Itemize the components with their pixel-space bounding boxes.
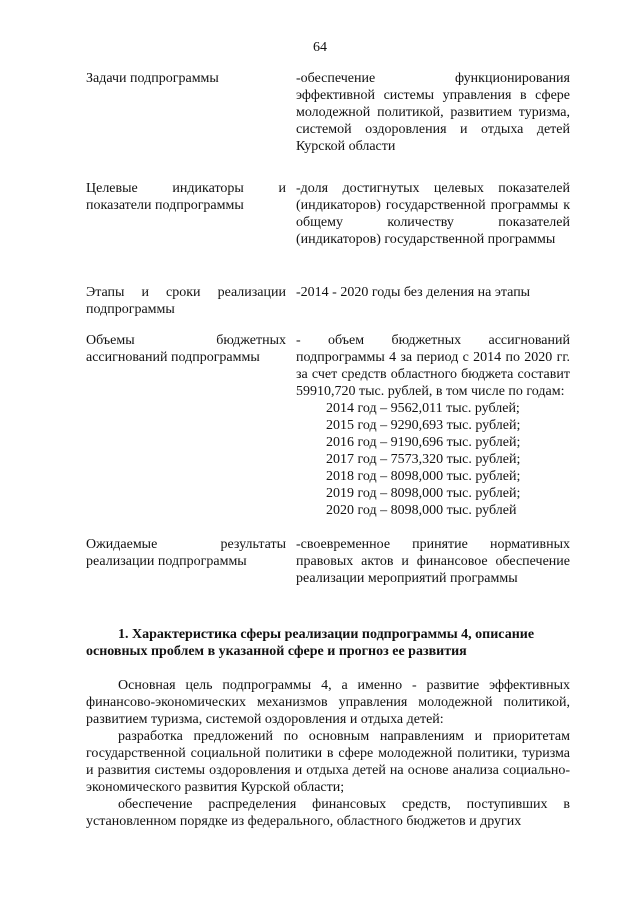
passport-label: Целевые индикаторы и показатели подпрограммы (86, 181, 286, 213)
passport-row-indicators (86, 180, 570, 284)
funding-year: 2018 год – 8098,000 тыс. рублей; (326, 469, 521, 484)
funding-year-list (326, 400, 570, 519)
funding-year: 2014 год – 9562,011 тыс. рублей; (326, 401, 520, 416)
section-heading (86, 626, 570, 660)
passport-row-stages (86, 284, 570, 332)
paragraph: обеспечение распределения финансовых средств, поступивших в установленном порядке из федерального, областного бюджетов и других (86, 797, 570, 829)
passport-value: -доля достигнутых целевых показателей (индикаторов) государственной программы к общему количеству показателей (индикаторов) государственной программы (296, 181, 570, 247)
passport-row-tasks (86, 70, 570, 180)
passport-table (86, 70, 570, 587)
passport-value: -обеспечение функционирования эффективной системы управления в сфере молодежной политикой, развитием туризма, системой оздоровления и отдыха детей Курской области (296, 71, 570, 154)
passport-label: Объемы бюджетных ассигнований подпрограммы (86, 333, 286, 365)
passport-value: -2014 - 2020 годы без деления на этапы (296, 285, 531, 300)
paragraph: разработка предложений по основным направлениям и приоритетам государственной социальной политики в сфере молодежной политики, туризма и развития системы оздоровления и отдыха детей на основе анализа социально-экономического развития Курской области; (86, 729, 570, 795)
funding-cell (296, 332, 570, 536)
passport-value: - объем бюджетных ассигнований подпрограммы 4 за период с 2014 по 2020 гг. за счет средств областного бюджета составит 59910,720 тыс. рублей, в том числе по годам: (296, 333, 570, 399)
passport-value: -своевременное принятие нормативных правовых актов и финансовое обеспечение реализации мероприятий программы (296, 537, 570, 586)
page-number: 64 (313, 40, 327, 55)
funding-year: 2020 год – 8098,000 тыс. рублей (326, 503, 517, 518)
passport-label: Задачи подпрограммы (86, 71, 219, 86)
body-text (86, 677, 570, 830)
funding-year: 2016 год – 9190,696 тыс. рублей; (326, 435, 521, 450)
passport-row-results (86, 536, 570, 587)
passport-label: Ожидаемые результаты реализации подпрограммы (86, 537, 286, 569)
funding-year: 2017 год – 7573,320 тыс. рублей; (326, 452, 521, 467)
funding-year: 2015 год – 9290,693 тыс. рублей; (326, 418, 521, 433)
passport-row-funding (86, 332, 570, 536)
paragraph: Основная цель подпрограммы 4, а именно - развитие эффективных финансово-экономических механизмов управления молодежной политикой, развитием туризма, системой оздоровления и отдыха детей: (86, 678, 570, 727)
funding-year: 2019 год – 8098,000 тыс. рублей; (326, 486, 521, 501)
passport-label: Этапы и сроки реализации подпрограммы (86, 285, 286, 317)
section-heading-text: 1. Характеристика сферы реализации подпрограммы 4, описание основных проблем в указанной сфере и прогноз ее развития (86, 627, 535, 659)
